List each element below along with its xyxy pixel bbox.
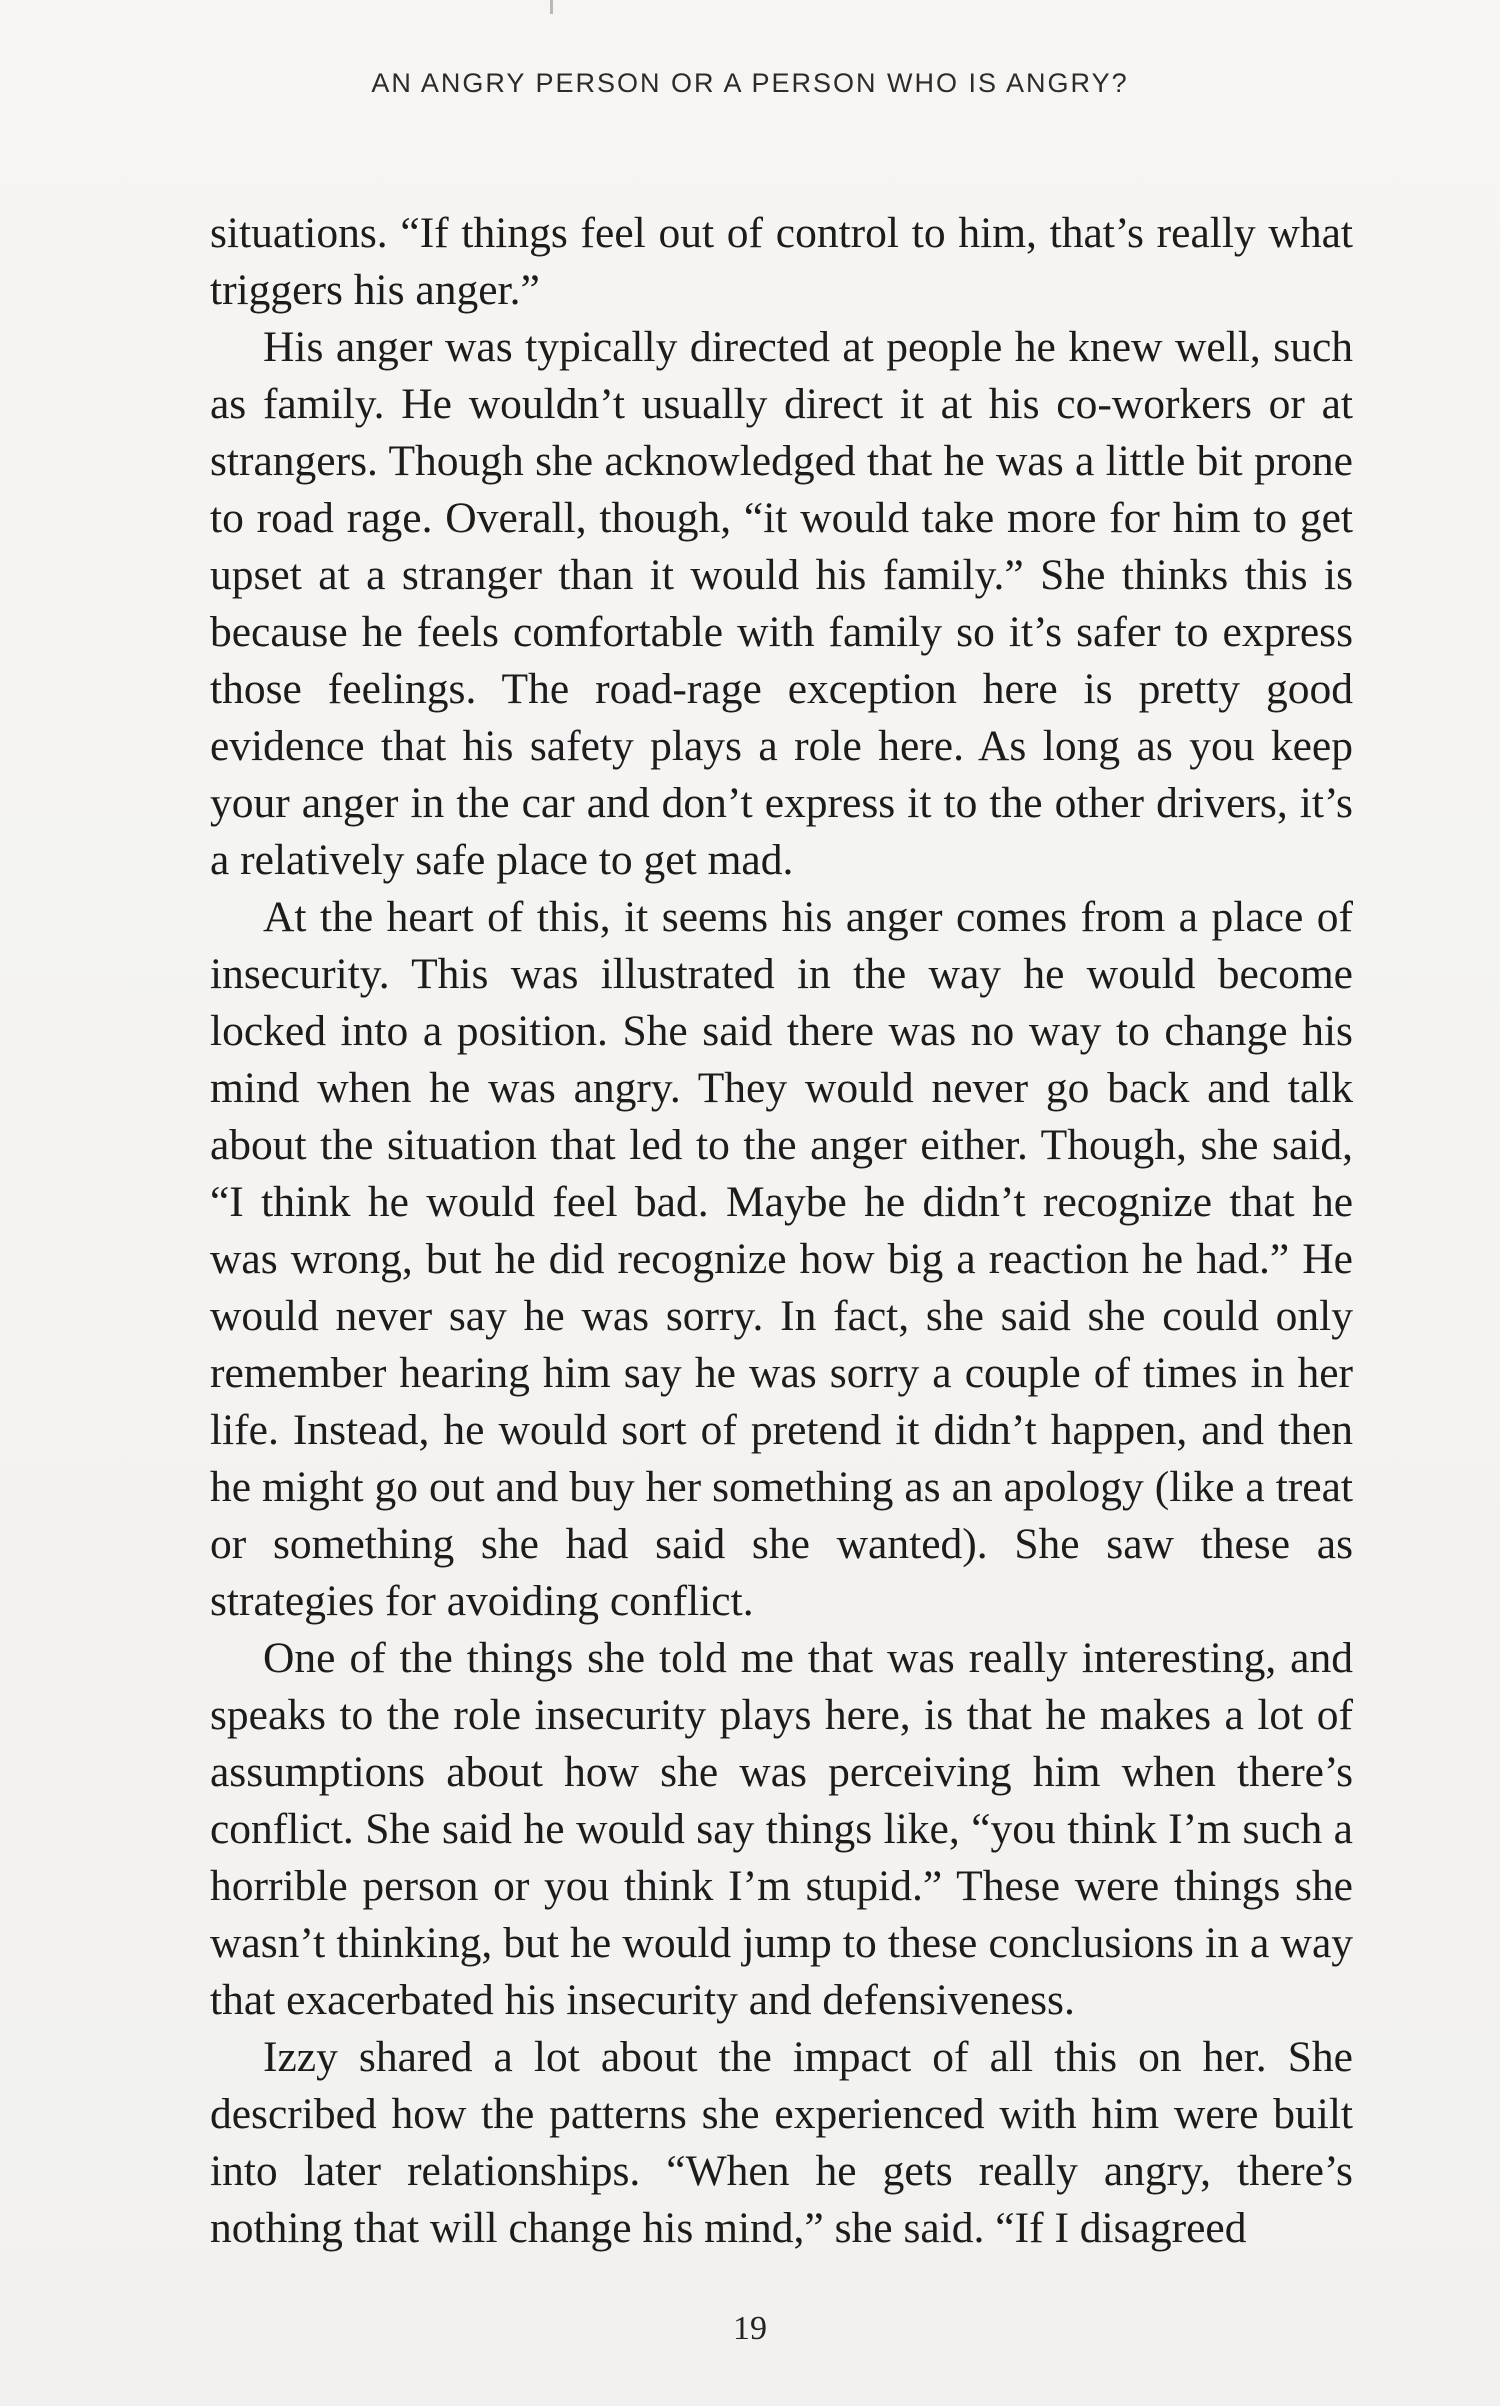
paragraph: Izzy shared a lot about the impact of all this on her. She described how the patterns she experienced with him were built into later relationships. “When he gets really angry, there’s nothing that will change his mind,” she said. “If I disagreed	[210, 2033, 1353, 2252]
paragraph: One of the things she told me that was really interesting, and speaks to the role insecurity plays here, is that he makes a lot of assumptions about how she was perceiving him when there’s conflict. She said he would say things like, “you think I’m such a horrible person or you think I’m stupid.” These were things she wasn’t thinking, but he would jump to these conclusions in a way that exacerbated his insecurity and defensiveness.	[210, 1634, 1353, 2024]
running-head: AN ANGRY PERSON OR A PERSON WHO IS ANGRY?	[371, 68, 1129, 98]
paragraph: His anger was typically directed at people he knew well, such as family. He wouldn’t usually direct it at his co-workers or at strangers. Though she acknowledged that he was a little bit prone to road rage. Overall, though, “it would take more for him to get upset at a stranger than it would his family.” She thinks this is because he feels comfortable with family so it’s safer to express those feelings. The road-rage exception here is pretty good evidence that his safety plays a role here. As long as you keep your anger in the car and don’t express it to the other drivers, it’s a relatively safe place to get mad.	[210, 323, 1353, 884]
scan-artifact	[550, 0, 553, 14]
paragraph: situations. “If things feel out of control to him, that’s really what triggers his anger.”	[210, 209, 1353, 314]
paragraph: At the heart of this, it seems his anger comes from a place of insecurity. This was illustrated in the way he would become locked into a position. She said there was no way to change his mind when he was angry. They would never go back and talk about the situation that led to the anger either. Though, she said, “I think he would feel bad. Maybe he didn’t recognize that he was wrong, but he did recognize how big a reaction he had.” He would never say he was sorry. In fact, she said she could only remember hearing him say he was sorry a couple of times in her life. Instead, he would sort of pretend it didn’t happen, and then he might go out and buy her something as an apology (like a treat or something she had said she wanted). She saw these as strategies for avoiding conflict.	[210, 893, 1353, 1625]
body-text	[210, 205, 1353, 2257]
page-number: 19	[733, 2310, 767, 2347]
